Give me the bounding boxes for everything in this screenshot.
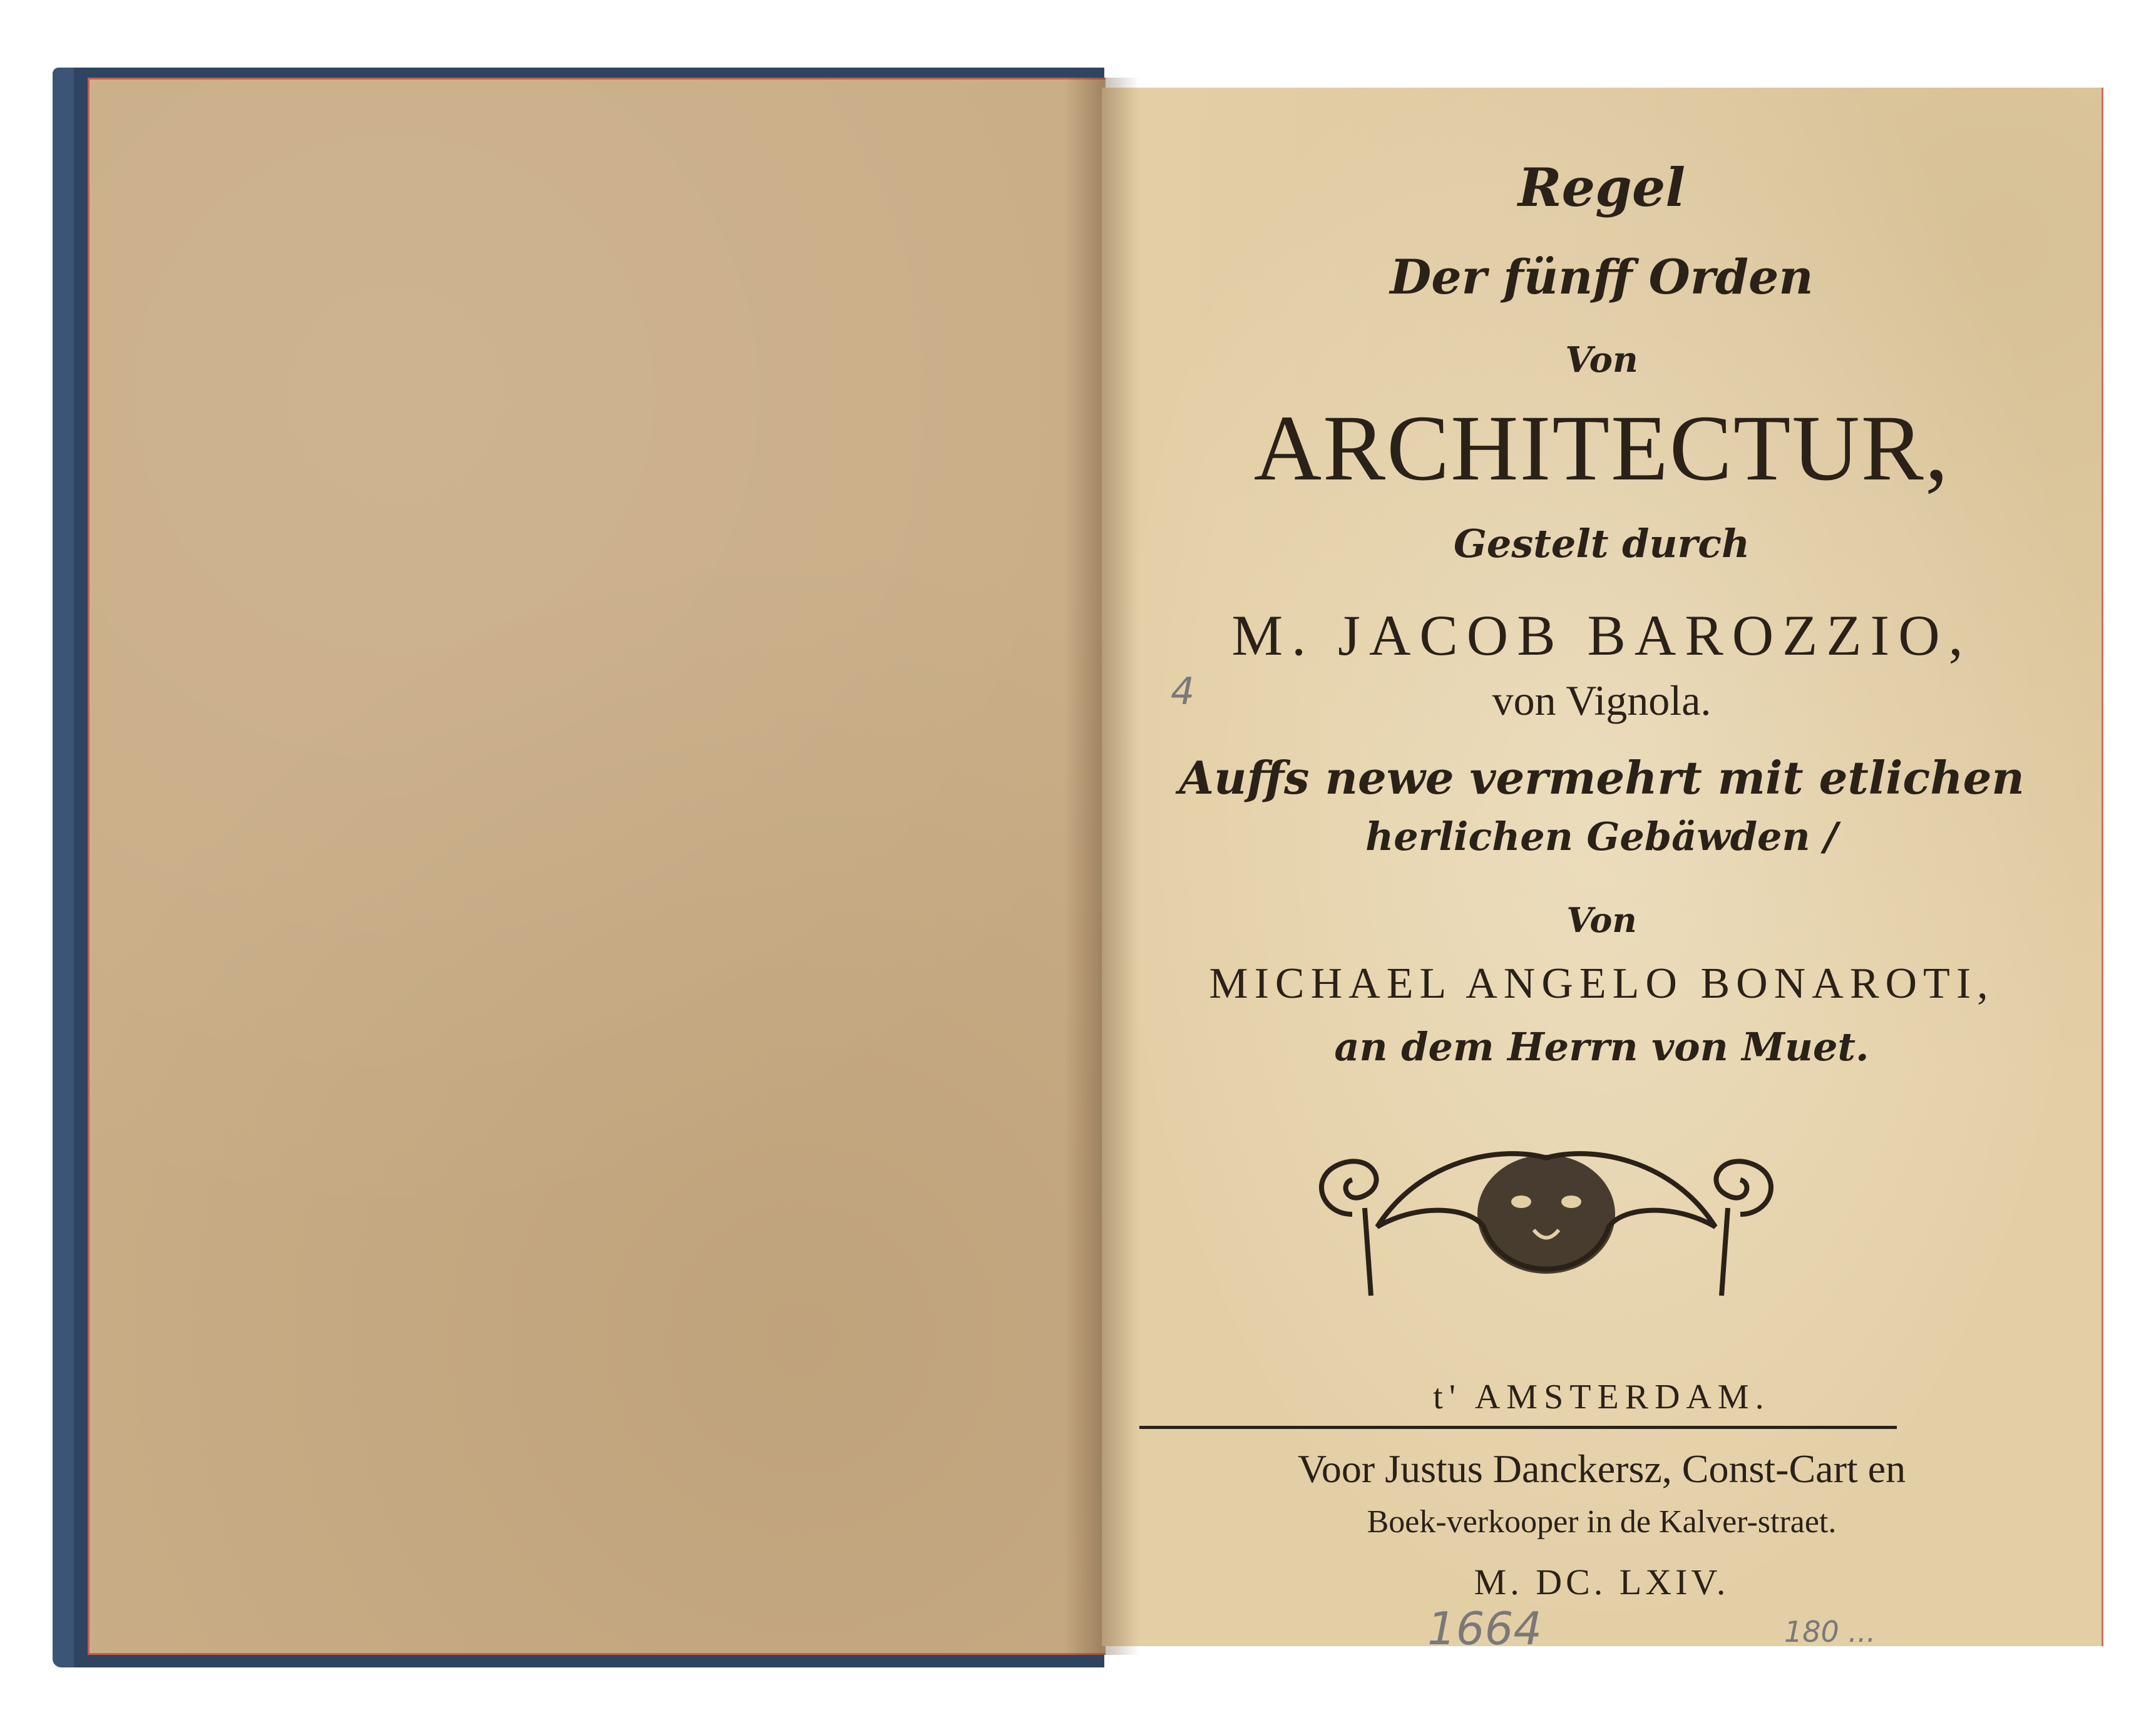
title-line-gebaewden: herlichen Gebäwden /	[1365, 814, 1838, 859]
imprint-rule	[1139, 1426, 1897, 1429]
title-line-gestelt: Gestelt durch	[1453, 521, 1750, 566]
title-line-architectur: ARCHITECTUR,	[1253, 396, 1950, 500]
title-line-von: Von	[1565, 339, 1638, 381]
handwritten-mark: 4	[1171, 670, 1195, 714]
printers-ornament	[1296, 1120, 1797, 1308]
left-endpaper	[88, 78, 1106, 1655]
handwritten-corner-note: 180 ...	[1784, 1615, 1876, 1649]
title-line-author: M. JACOB BAROZZIO,	[1231, 603, 1972, 667]
title-line-von-2: Von	[1566, 900, 1637, 940]
title-line-orden: Der fünff Orden	[1390, 249, 1814, 305]
title-page	[1102, 88, 2103, 1655]
title-line-vignola: von Vignola.	[1492, 677, 1712, 724]
imprint-year: M. DC. LXIV.	[1474, 1562, 1730, 1602]
title-line-vermehrt: Auffs newe vermehrt mit etlichen	[1179, 751, 2025, 804]
book-cover-spine-edge	[53, 68, 74, 1667]
imprint-address: Boek-verkooper in de Kalver-straet.	[1367, 1504, 1837, 1540]
handwritten-date: 1664	[1427, 1602, 1543, 1655]
imprint-place: t' AMSTERDAM.	[1433, 1378, 1770, 1416]
book-gutter	[1064, 78, 1139, 1655]
title-line-regel: Regel	[1517, 156, 1686, 218]
title-line-muet: an dem Herrn von Muet.	[1334, 1024, 1869, 1070]
imprint-publisher: Voor Justus Danckersz, Const-Cart en	[1297, 1446, 1906, 1491]
title-line-bonaroti: MICHAEL ANGELO BONAROTI,	[1209, 960, 1994, 1008]
